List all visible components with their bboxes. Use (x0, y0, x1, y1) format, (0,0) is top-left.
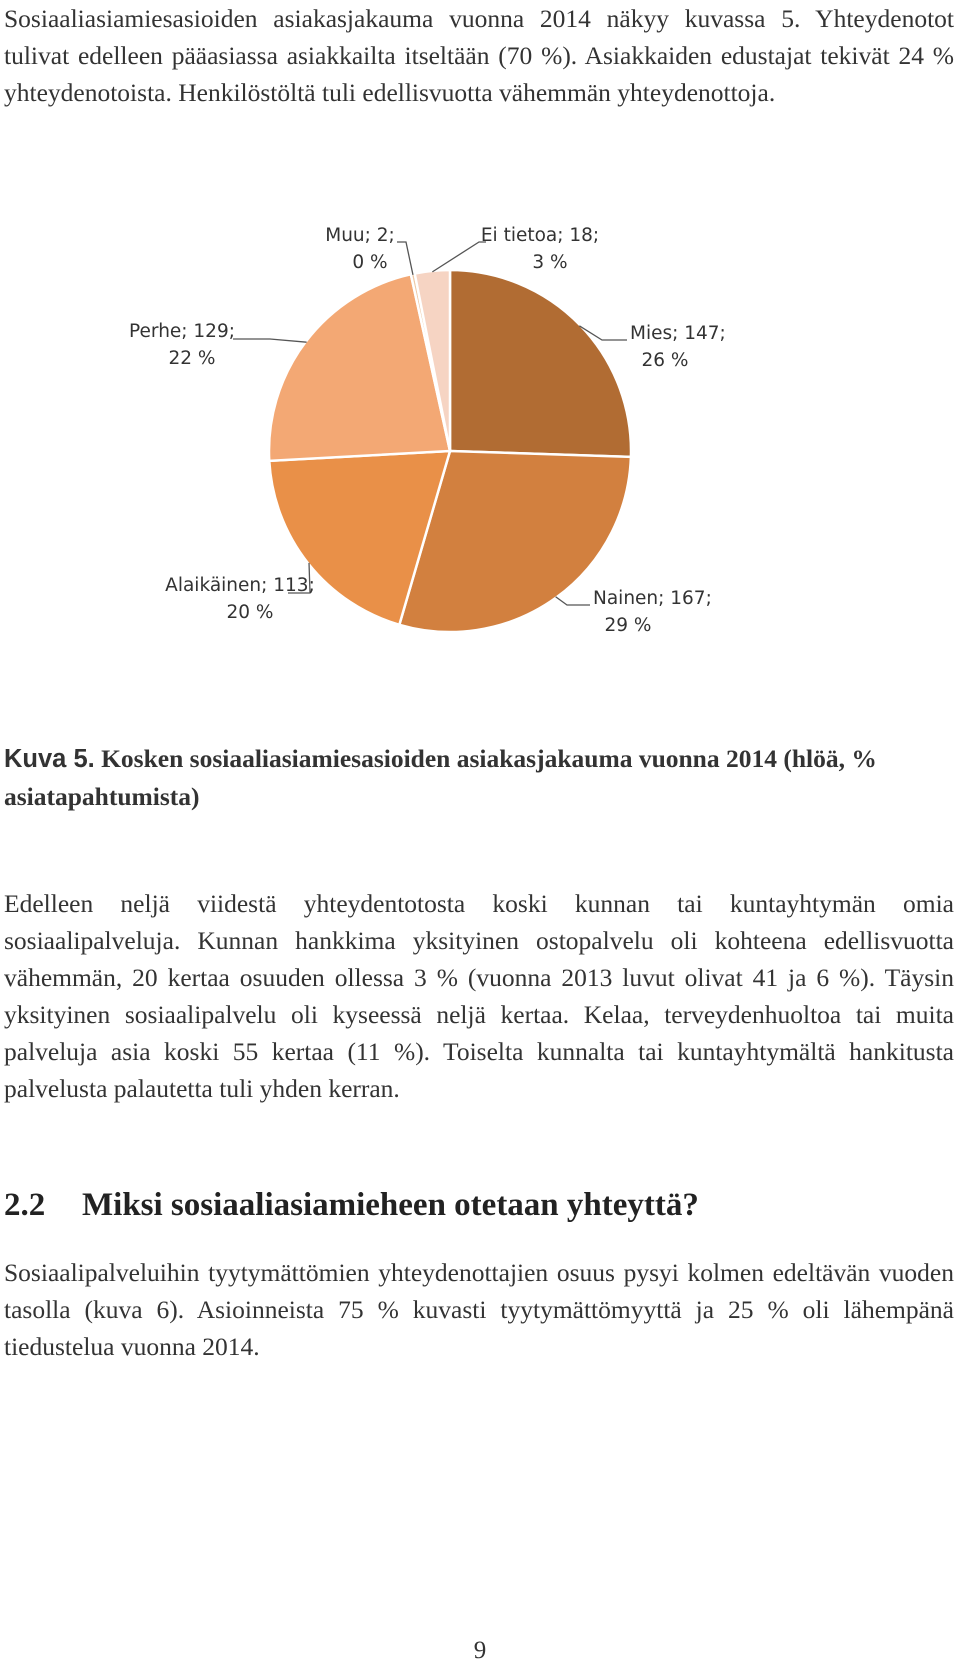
figure-caption-label: Kuva 5. (4, 745, 95, 773)
data-label: Mies; 147; 26 % (630, 323, 726, 371)
section-paragraph: Sosiaalipalveluihin tyytymättömien yhteydenottajien osuus pysyi kolmen edeltävän vuoden tasolla (kuva 6). Asioinneista 75 % kuvasti tyytymättömyyttä ja 25 % oli lähempänä tiedustelua vuonna 2014. (4, 1258, 954, 1361)
client-distribution-pie-chart (100, 225, 820, 700)
leader-line (432, 242, 486, 272)
leader-line (233, 339, 307, 342)
intro-paragraph: Sosiaaliasiamiesasioiden asiakasjakauma vuonna 2014 näkyy kuvassa 5. Yhteydenotot tulivat edelleen pääasiassa asiakkailta itseltään (70 %). Asiakkaiden edustajat tekivät 24 % yhteydenotoista. Henkilöstöltä tuli edellisvuotta vähemmän yhteydenottoja. (4, 4, 954, 107)
data-label: Perhe; 129; 22 % (129, 321, 235, 369)
section-number: 2.2 (4, 1187, 46, 1223)
figure-caption-text: Kosken sosiaaliasiamiesasioiden asiakasjakauma vuonna 2014 (hlöä, % asiatapahtumista) (4, 744, 877, 811)
leader-line (556, 597, 590, 605)
data-label: Alaikäinen; 113; 20 % (165, 575, 315, 623)
leader-line (397, 242, 413, 275)
section-heading (4, 1183, 699, 1227)
data-label: Nainen; 167; 29 % (593, 588, 712, 636)
data-label: Muu; 2; 0 % (325, 225, 395, 273)
figure-caption (4, 740, 954, 815)
page-number: 9 (473, 1637, 487, 1664)
services-paragraph: Edelleen neljä viidestä yhteydentotosta koski kunnan tai kuntayhtymän omia sosiaalipalveluja. Kunnan hankkima yksityinen ostopalvelu oli kohteena edellisvuotta vähemmän, 20 kertaa osuuden ollessa 3 % (vuonna 2013 luvut olivat 41 ja 6 %). Täysin yksityinen sosiaalipalvelu oli kyseessä neljä kertaa. Kelaa, terveydenhuoltoa tai muita palveluja asia koski 55 kertaa (11 %). Toiselta kunnalta tai kuntayhtymältä hankitusta palvelusta palautetta tuli yhden kerran. (4, 889, 954, 1103)
data-label: Ei tietoa; 18; 3 % (480, 225, 600, 273)
section-title: Miksi sosiaaliasiamieheen otetaan yhteyttä? (82, 1187, 699, 1223)
pie-slice-mies (450, 270, 631, 457)
